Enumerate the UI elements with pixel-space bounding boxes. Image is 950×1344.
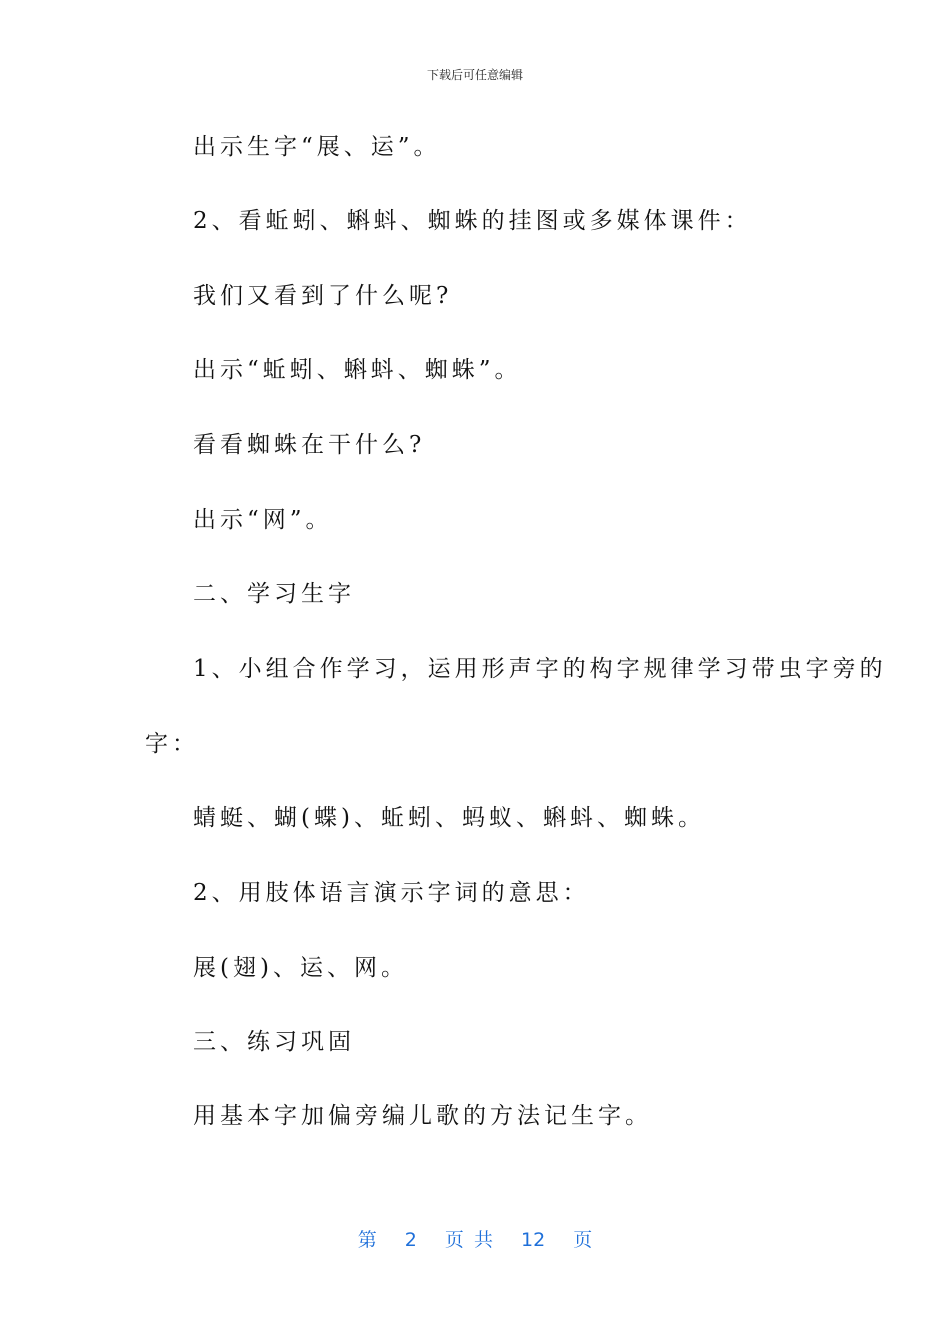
body-line: 我们又看到了什么呢?	[193, 283, 453, 309]
footer-prefix: 第	[357, 1229, 377, 1251]
footer-total-pages: 12	[521, 1229, 546, 1251]
body-line: 2、看蚯蚓、蝌蚪、蜘蛛的挂图或多媒体课件：	[193, 208, 752, 234]
body-line: 2、用肢体语言演示字词的意思：	[193, 880, 590, 906]
body-line-continuation: 字：	[145, 731, 199, 757]
body-line: 出示“蚯蚓、蝌蚪、蜘蛛”。	[193, 357, 522, 383]
footer-suffix: 页	[573, 1229, 593, 1251]
body-line: 看看蜘蛛在干什么?	[193, 432, 426, 458]
body-line: 用基本字加偏旁编儿歌的方法记生字。	[193, 1103, 652, 1129]
footer-page-number: 2	[404, 1229, 417, 1251]
body-line: 出示生字“展、运”。	[193, 134, 441, 160]
body-line: 蜻蜓、蝴(蝶)、蚯蚓、蚂蚁、蝌蚪、蜘蛛。	[193, 805, 705, 831]
body-line: 展(翅)、运、网。	[193, 955, 408, 981]
section-heading: 三、练习巩固	[193, 1029, 355, 1055]
footer-middle: 页 共	[444, 1229, 493, 1251]
page-header: 下载后可任意编辑	[426, 68, 523, 82]
body-line: 出示“网”。	[193, 507, 333, 533]
section-heading: 二、学习生字	[193, 581, 355, 607]
page-footer	[0, 1225, 950, 1252]
body-line: 1、小组合作学习，运用形声字的构字规律学习带虫字旁的	[193, 656, 887, 682]
